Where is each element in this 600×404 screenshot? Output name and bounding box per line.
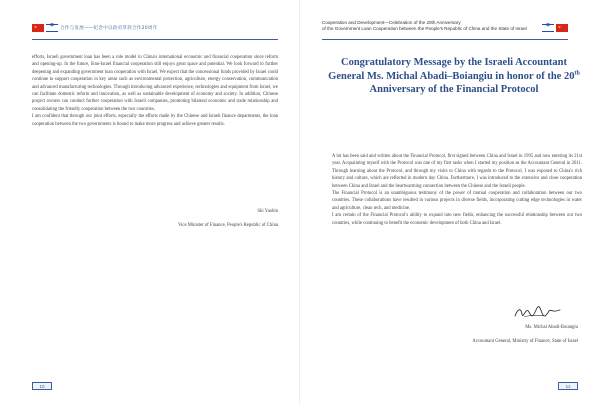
left-signatory-title: Vice Minister of Finance, People's Republic of China xyxy=(177,223,278,228)
title-part-1: Congratulatory Message by the Israeli Accountant General Ms. Michal Abadi–Boiangiu in honor of the 20 xyxy=(328,57,575,82)
right-paragraph-1: A lot has been said and written about the Financial Protocol, first signed between China and Israel in 1995 and now entering its 21st year. Acquainting myself with the Protocol was one of my first tasks when I started my position as the Accountant General in 2011. Through learning about the Protocol, and through my visits to China with regards to the Protocol, I was exposed to China's rich history and culture, which are reflected in modern day China. Furthermore, I was introduced to the extensive and close cooperation between China and Israel and the heartwarming connection between the Chinese and the Israeli people. xyxy=(332,154,582,189)
handwritten-signature-icon xyxy=(512,302,562,322)
left-signatory-name: Shi Yaobin xyxy=(257,209,278,214)
right-signatory-name: Ms. Michal Abadi-Boiangiu xyxy=(525,325,578,330)
israel-flag-icon xyxy=(46,24,58,32)
title-part-2: Anniversary of the Financial Protocol xyxy=(369,84,539,95)
right-page-number: 11 xyxy=(558,382,578,390)
message-title xyxy=(328,56,580,97)
left-header-title: 合作与发展——纪念中以政府贷款合作20周年 xyxy=(60,26,158,31)
right-header-line-2: of the Government Loan Cooperation between the People's Republic of China and the State of Israel xyxy=(322,26,527,31)
title-superscript: th xyxy=(574,70,580,76)
right-page xyxy=(300,0,600,404)
right-paragraph-2: The Financial Protocol is an unambiguous testimony of the power of mutual cooperation and collaboration between our two countries. These collaborations have resulted in various projects in diverse fields, incorporating cutting edge technologies in water and agriculture, clean tech, and medicine. xyxy=(332,191,582,211)
left-page-header xyxy=(32,20,278,36)
right-paragraph-3: I am certain of the Financial Protocol's ability to expand into new fields, enhancing the successful relationship between our two countries, while continuing to benefit the economic development of both China and Israel. xyxy=(332,213,582,226)
right-header-title xyxy=(322,20,527,32)
right-header-line-1: Cooperation and Development—Celebration of the 20th Anniversary xyxy=(322,20,461,25)
right-signatory-title: Accountant General, Ministry of Finance, State of Israel xyxy=(472,339,578,344)
header-divider xyxy=(322,39,568,41)
left-paragraph-1: efforts, Israeli government loan has been a role model in China's international economic and financial cooperation since reform and opening-up. In the future, Sino-Israel financial cooperation still enjoys great space and potential. We look forward to further deepening and expanding government loan cooperation with Israel. We expect that the concessional funds provided by Israel could continue to support cooperation in key areas such as environmental protection, agriculture, energy conservation, communication and advanced manufacturing technologies. Through introducing advanced experience, technologies and equipment from Israel, we can facilitate domestic reform and innovation, as well as sustainable development of economy and society. In addition, Chinese project owners can conduct further cooperation with Israeli companies, promoting bilateral economic and trade relationship and consolidating the friendly cooperation between the two countries. xyxy=(32,55,278,112)
right-page-header xyxy=(322,20,568,36)
left-body-text xyxy=(32,54,278,128)
china-flag-icon xyxy=(32,24,44,32)
left-page-number: 10 xyxy=(32,382,52,390)
left-paragraph-2: I am confident that through our joint efforts, especially the efforts made by the Chinese and Israeli finance departments, the loan cooperation between the two governments is bound to make more progress and achieve greater results. xyxy=(32,114,278,127)
right-body-text xyxy=(332,153,582,227)
china-flag-icon xyxy=(556,24,568,32)
israel-flag-icon xyxy=(542,24,554,32)
header-divider xyxy=(32,39,278,41)
